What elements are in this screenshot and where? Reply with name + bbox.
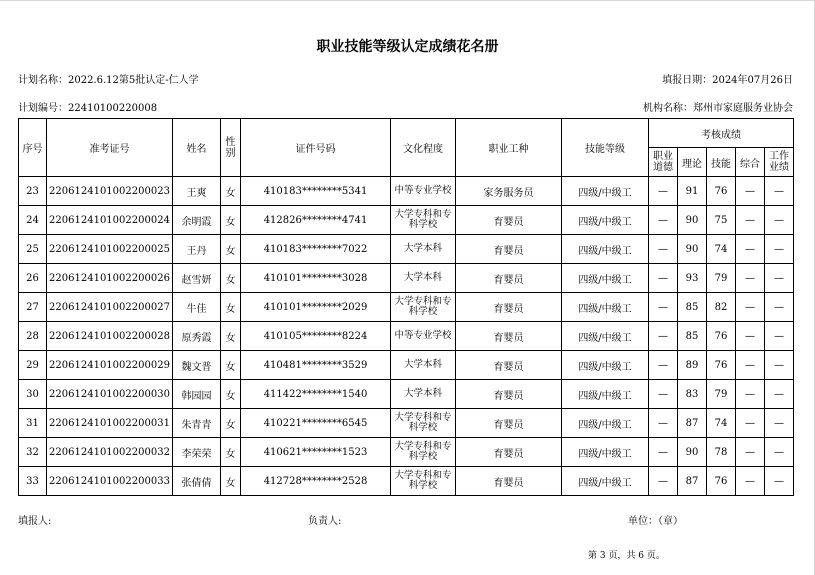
- cell-skill-level: 四级/中级工: [562, 206, 649, 235]
- cell-occupation: 育婴员: [456, 467, 562, 496]
- score-roster-table: [18, 118, 794, 496]
- fill-date-label: 填报日期：: [662, 75, 713, 86]
- cell-overall: —: [736, 380, 765, 409]
- cell-seq: 27: [19, 293, 47, 322]
- cell-exam-number: 2206124101002200031: [47, 409, 173, 438]
- cell-performance: —: [765, 380, 794, 409]
- plan-name-value: 2022.6.12第5批认定-仁人学: [68, 75, 199, 86]
- cell-education: 大学专科和专科学校: [391, 467, 456, 496]
- cell-seq: 26: [19, 264, 47, 293]
- header-ethics: 职业道德: [649, 148, 678, 177]
- cell-name: 牛佳: [173, 293, 221, 322]
- header-overall: 综合: [736, 148, 765, 177]
- cell-education: 中等专业学校: [391, 322, 456, 351]
- cell-overall: —: [736, 409, 765, 438]
- cell-seq: 25: [19, 235, 47, 264]
- cell-occupation: 家务服务员: [456, 177, 562, 206]
- document-title: 职业技能等级认定成绩花名册: [316, 39, 499, 55]
- cell-occupation: 育婴员: [456, 351, 562, 380]
- cell-exam-number: 2206124101002200026: [47, 264, 173, 293]
- header-gender: 性别: [221, 119, 241, 177]
- cell-id-number: 412728********2528: [241, 467, 391, 496]
- cell-ethics: —: [649, 351, 678, 380]
- cell-performance: —: [765, 467, 794, 496]
- cell-theory: 87: [678, 467, 707, 496]
- cell-skill-level: 四级/中级工: [562, 177, 649, 206]
- cell-id-number: 410183********5341: [241, 177, 391, 206]
- table-row: [19, 264, 794, 293]
- cell-id-number: 410183********7022: [241, 235, 391, 264]
- cell-id-number: 410481********3529: [241, 351, 391, 380]
- cell-exam-number: 2206124101002200032: [47, 438, 173, 467]
- plan-name-label: 计划名称：: [18, 75, 68, 86]
- cell-overall: —: [736, 177, 765, 206]
- header-seq: 序号: [19, 119, 47, 177]
- cell-exam-number: 2206124101002200028: [47, 322, 173, 351]
- cell-education: 大学本科: [391, 351, 456, 380]
- cell-skill: 79: [707, 264, 736, 293]
- cell-theory: 87: [678, 409, 707, 438]
- table-row: [19, 351, 794, 380]
- header-education: 文化程度: [391, 119, 456, 177]
- cell-gender: 女: [221, 438, 241, 467]
- cell-name: 赵雪妍: [173, 264, 221, 293]
- cell-theory: 85: [678, 293, 707, 322]
- cell-name: 原秀霞: [173, 322, 221, 351]
- cell-ethics: —: [649, 235, 678, 264]
- cell-theory: 93: [678, 264, 707, 293]
- cell-name: 王爽: [173, 177, 221, 206]
- cell-skill: 76: [707, 322, 736, 351]
- filler-label: 填报人:: [18, 516, 52, 527]
- cell-gender: 女: [221, 235, 241, 264]
- unit-seal-label: 单位：（章）: [628, 516, 683, 527]
- cell-gender: 女: [221, 177, 241, 206]
- cell-seq: 32: [19, 438, 47, 467]
- cell-seq: 24: [19, 206, 47, 235]
- cell-education: 大学本科: [391, 380, 456, 409]
- cell-skill: 74: [707, 409, 736, 438]
- cell-skill: 78: [707, 438, 736, 467]
- cell-name: 李荣荣: [173, 438, 221, 467]
- cell-seq: 23: [19, 177, 47, 206]
- cell-theory: 89: [678, 351, 707, 380]
- table-row: [19, 467, 794, 496]
- cell-skill-level: 四级/中级工: [562, 351, 649, 380]
- fill-date: [662, 71, 793, 86]
- cell-id-number: 412826********4741: [241, 206, 391, 235]
- table-row: [19, 293, 794, 322]
- organization: [643, 99, 793, 114]
- cell-skill-level: 四级/中级工: [562, 293, 649, 322]
- cell-skill-level: 四级/中级工: [562, 380, 649, 409]
- cell-performance: —: [765, 235, 794, 264]
- table-row: [19, 438, 794, 467]
- cell-skill: 76: [707, 351, 736, 380]
- header-id-number: 证件号码: [241, 119, 391, 177]
- cell-theory: 90: [678, 206, 707, 235]
- cell-education: 大学专科和专科学校: [391, 293, 456, 322]
- cell-name: 朱青青: [173, 409, 221, 438]
- table-row: [19, 177, 794, 206]
- cell-exam-number: 2206124101002200030: [47, 380, 173, 409]
- cell-exam-number: 2206124101002200027: [47, 293, 173, 322]
- cell-id-number: 410105********8224: [241, 322, 391, 351]
- table-row: [19, 235, 794, 264]
- organization-value: 郑州市家庭服务业协会: [693, 103, 793, 114]
- cell-overall: —: [736, 322, 765, 351]
- cell-seq: 33: [19, 467, 47, 496]
- cell-theory: 83: [678, 380, 707, 409]
- cell-exam-number: 2206124101002200023: [47, 177, 173, 206]
- header-exam-number: 准考证号: [47, 119, 173, 177]
- cell-gender: 女: [221, 206, 241, 235]
- cell-education: 大学本科: [391, 235, 456, 264]
- cell-education: 大学专科和专科学校: [391, 206, 456, 235]
- cell-education: 大学专科和专科学校: [391, 438, 456, 467]
- cell-education: 大学本科: [391, 264, 456, 293]
- cell-gender: 女: [221, 264, 241, 293]
- cell-performance: —: [765, 293, 794, 322]
- cell-occupation: 育婴员: [456, 235, 562, 264]
- cell-ethics: —: [649, 293, 678, 322]
- organization-label: 机构名称：: [643, 103, 693, 114]
- cell-theory: 90: [678, 438, 707, 467]
- cell-seq: 30: [19, 380, 47, 409]
- header-theory: 理论: [678, 148, 707, 177]
- cell-performance: —: [765, 438, 794, 467]
- cell-theory: 91: [678, 177, 707, 206]
- cell-education: 大学专科和专科学校: [391, 409, 456, 438]
- cell-skill-level: 四级/中级工: [562, 409, 649, 438]
- cell-skill: 79: [707, 380, 736, 409]
- table-row: [19, 380, 794, 409]
- cell-name: 余明霞: [173, 206, 221, 235]
- header-name: 姓名: [173, 119, 221, 177]
- table-row: [19, 206, 794, 235]
- cell-skill: 75: [707, 206, 736, 235]
- cell-theory: 90: [678, 235, 707, 264]
- cell-skill: 82: [707, 293, 736, 322]
- cell-ethics: —: [649, 467, 678, 496]
- cell-occupation: 育婴员: [456, 322, 562, 351]
- cell-ethics: —: [649, 264, 678, 293]
- cell-skill: 76: [707, 467, 736, 496]
- cell-performance: —: [765, 409, 794, 438]
- cell-name: 韩园园: [173, 380, 221, 409]
- plan-number-label: 计划编号：: [18, 103, 68, 114]
- cell-occupation: 育婴员: [456, 293, 562, 322]
- header-skill-level: 技能等级: [562, 119, 649, 177]
- cell-ethics: —: [649, 438, 678, 467]
- cell-skill-level: 四级/中级工: [562, 438, 649, 467]
- cell-skill-level: 四级/中级工: [562, 322, 649, 351]
- header-occupation: 职业工种: [456, 119, 562, 177]
- cell-ethics: —: [649, 322, 678, 351]
- fill-date-value: 2024年07月26日: [712, 75, 793, 86]
- cell-overall: —: [736, 351, 765, 380]
- plan-number: [18, 99, 157, 114]
- cell-id-number: 410221********6545: [241, 409, 391, 438]
- cell-exam-number: 2206124101002200025: [47, 235, 173, 264]
- page-info: 第 3 页，共 6 页。: [588, 551, 665, 561]
- cell-gender: 女: [221, 380, 241, 409]
- cell-name: 张倩倩: [173, 467, 221, 496]
- header-performance: 工作业绩: [765, 148, 794, 177]
- cell-occupation: 育婴员: [456, 380, 562, 409]
- cell-exam-number: 2206124101002200029: [47, 351, 173, 380]
- cell-ethics: —: [649, 177, 678, 206]
- cell-ethics: —: [649, 409, 678, 438]
- cell-skill: 74: [707, 235, 736, 264]
- cell-id-number: 410101********2029: [241, 293, 391, 322]
- cell-gender: 女: [221, 409, 241, 438]
- cell-overall: —: [736, 293, 765, 322]
- cell-overall: —: [736, 235, 765, 264]
- cell-exam-number: 2206124101002200024: [47, 206, 173, 235]
- cell-skill-level: 四级/中级工: [562, 467, 649, 496]
- cell-id-number: 410101********3028: [241, 264, 391, 293]
- cell-education: 中等专业学校: [391, 177, 456, 206]
- cell-occupation: 育婴员: [456, 438, 562, 467]
- table-row: [19, 322, 794, 351]
- cell-seq: 29: [19, 351, 47, 380]
- cell-performance: —: [765, 177, 794, 206]
- cell-name: 魏文普: [173, 351, 221, 380]
- cell-overall: —: [736, 467, 765, 496]
- cell-id-number: 411422********1540: [241, 380, 391, 409]
- cell-seq: 31: [19, 409, 47, 438]
- page-edge: [0, 0, 815, 1]
- cell-skill-level: 四级/中级工: [562, 235, 649, 264]
- cell-gender: 女: [221, 351, 241, 380]
- cell-occupation: 育婴员: [456, 264, 562, 293]
- cell-overall: —: [736, 206, 765, 235]
- header-skill: 技能: [707, 148, 736, 177]
- cell-occupation: 育婴员: [456, 409, 562, 438]
- cell-occupation: 育婴员: [456, 206, 562, 235]
- cell-id-number: 410621********1523: [241, 438, 391, 467]
- cell-ethics: —: [649, 206, 678, 235]
- cell-name: 王丹: [173, 235, 221, 264]
- plan-name: [18, 71, 199, 86]
- header-scores-group: 考核成绩: [649, 119, 794, 148]
- cell-gender: 女: [221, 467, 241, 496]
- cell-skill-level: 四级/中级工: [562, 264, 649, 293]
- table-row: [19, 409, 794, 438]
- cell-performance: —: [765, 264, 794, 293]
- cell-overall: —: [736, 264, 765, 293]
- responsible-label: 负责人:: [308, 516, 342, 527]
- cell-exam-number: 2206124101002200033: [47, 467, 173, 496]
- cell-overall: —: [736, 438, 765, 467]
- cell-seq: 28: [19, 322, 47, 351]
- cell-performance: —: [765, 206, 794, 235]
- plan-number-value: 22410100220008: [68, 103, 158, 114]
- cell-skill: 76: [707, 177, 736, 206]
- cell-gender: 女: [221, 293, 241, 322]
- cell-gender: 女: [221, 322, 241, 351]
- cell-ethics: —: [649, 380, 678, 409]
- cell-performance: —: [765, 351, 794, 380]
- cell-performance: —: [765, 322, 794, 351]
- cell-theory: 85: [678, 322, 707, 351]
